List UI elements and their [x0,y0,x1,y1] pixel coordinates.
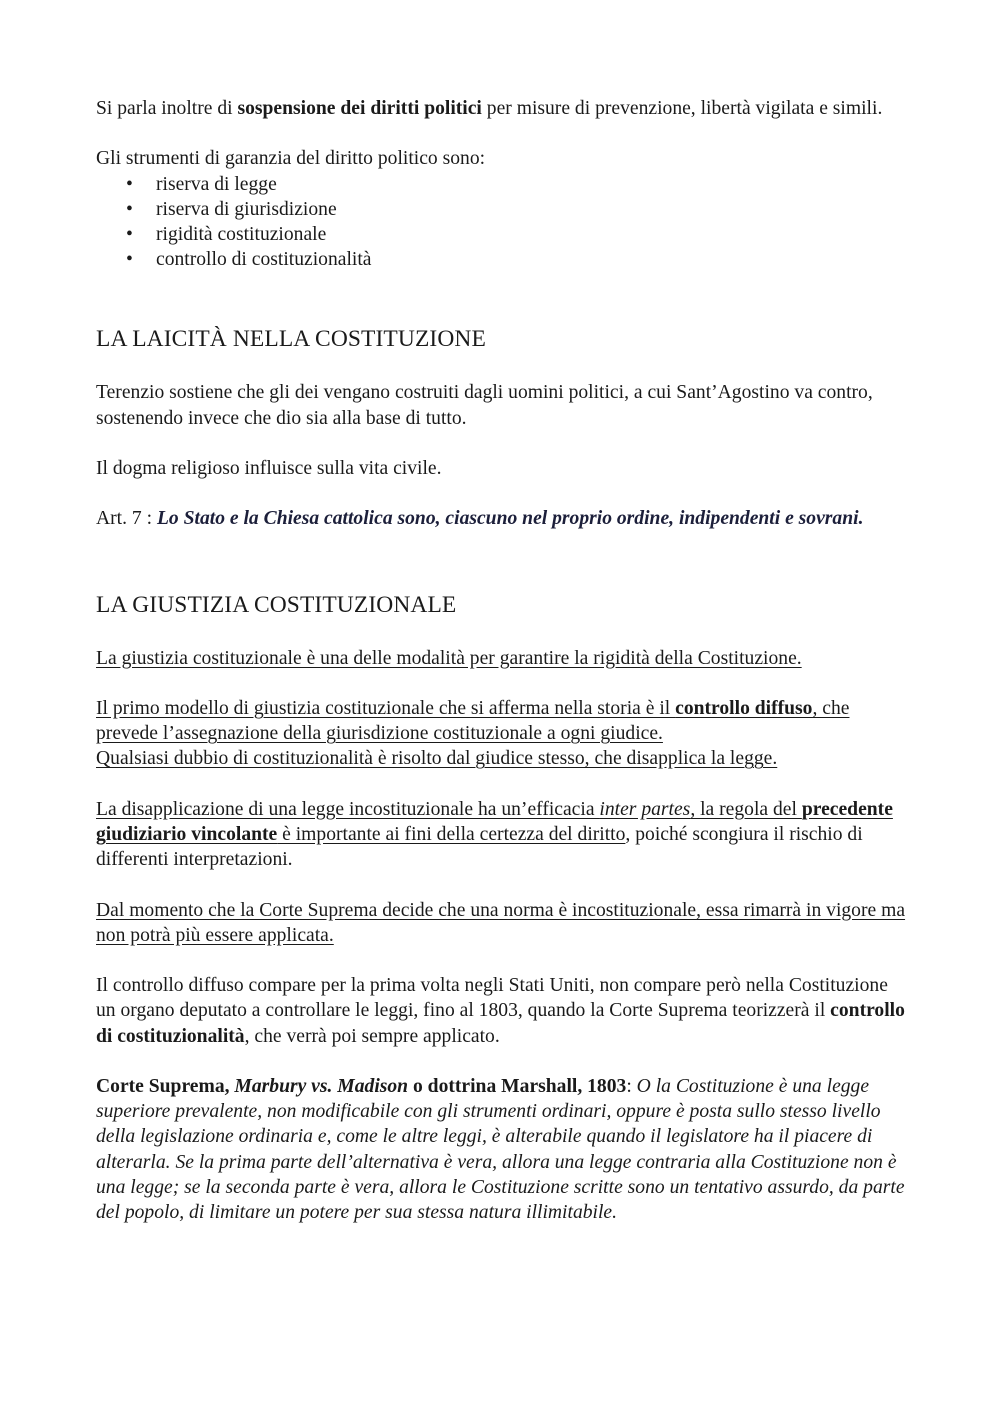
text-run: , che verrà poi sempre applicato. [244,1025,500,1047]
bold-term: o dottrina Marshall, 1803 [408,1075,627,1097]
bullet-icon: • [126,198,133,220]
document-body [96,96,911,1225]
bullet-list-strumenti [96,172,911,273]
list-item [96,172,911,197]
text-run: Qualsiasi dubbio di costituzionalità è risolto dal giudice stesso, che disapplica la legge. [96,748,778,770]
list-item-text: riserva di giurisdizione [156,198,337,220]
bold-term: sospensione dei diritti politici [237,98,482,119]
bold-term: precedente giudiziario vincolante [96,798,893,845]
list-item [96,197,911,222]
list-item-text: rigidità costituzionale [156,224,327,245]
list-item-text: controllo di costituzionalità [156,249,372,271]
text-run: è importante ai fini della certezza del diritto [277,823,626,845]
paragraph-dogma: Il dogma religioso influisce sulla vita civile. [96,458,442,479]
article-label: Art. 7 : [96,508,157,530]
paragraph-marbury [96,1074,911,1225]
bullet-icon: • [126,249,133,271]
paragraph-strumenti-intro: Gli strumenti di garanzia del diritto politico sono: [96,148,486,170]
text-run: , poiché scongiura il rischio di differenti interpretazioni. [96,823,863,871]
paragraph-sospensione [96,96,911,121]
paragraph-terenzio: Terenzio sostiene che gli dei vengano costruiti dagli uomini politici, a cui Sant’Agostino va contro, sostenendo invece che dio sia alla base di tutto. [96,382,873,429]
text-run: Il primo modello di giustizia costituzionale che si afferma nella storia è il [96,697,676,719]
section-heading-giustizia: LA GIUSTIZIA COSTITUZIONALE [96,591,457,618]
text-run: Si parla inoltre di [96,98,238,119]
italic-term: inter partes [599,798,691,820]
text-run: La disapplicazione di una legge incostituzionale ha un’efficacia [96,798,600,820]
list-item [96,247,911,272]
text-run: Il controllo diffuso compare per la prima volta negli Stati Uniti, non compare però nella Costituzione un organo deputato a controllare le leggi, fino al 1803, quando la Corte Suprema teorizzerà il [96,975,888,1022]
bold-term: controllo diffuso [675,697,813,719]
paragraph-stati-uniti [96,973,911,1049]
bullet-icon: • [126,224,133,245]
section-heading-laicita: LA LAICITÀ NELLA COSTITUZIONE [96,326,486,353]
list-item [96,222,911,247]
paragraph-art-7 [96,506,911,531]
list-item-text: riserva di legge [156,173,277,195]
text-run: per misure di prevenzione, libertà vigilata e simili. [481,98,883,119]
paragraph-giustizia-intro: La giustizia costituzionale è una delle modalità per garantire la rigidità della Costituzione. [96,647,802,669]
text-run: : [626,1075,637,1097]
bold-term: controllo di costituzionalità [96,1000,905,1047]
bold-term: Corte Suprema, [96,1075,235,1097]
quote-text: O la Costituzione è una legge superiore prevalente, non modificabile con gli strumenti ordinari, oppure è posta sullo stesso livello della legislazione ordinaria e, come le altre leggi, è alterabile quando il legislatore ha il piacere di alterarla. Se la prima parte dell’alternativa è vera, allora una legge contraria alla Costituzione non è una legge; se la seconda parte è vera, allora le Costituzione scritte sono un tentativo assurdo, da parte del popolo, di limitare un potere per sua stessa natura illimitabile. [96,1075,905,1223]
text-run: , che prevede l’assegnazione della giurisdizione costituzionale a ogni giudice. [96,697,850,745]
text-run: , la regola del [690,798,802,820]
paragraph-primo-modello [96,696,911,772]
case-name: Marbury vs. Madison [234,1075,409,1097]
article-quote: Lo Stato e la Chiesa cattolica sono, ciascuno nel proprio ordine, indipendenti e sovrani. [156,508,864,530]
paragraph-disapplicazione [96,797,911,873]
bullet-icon: • [126,173,133,195]
paragraph-corte-suprema: Dal momento che la Corte Suprema decide che una norma è incostituzionale, essa rimarrà in vigore ma non potrà più essere applicata. [96,899,906,946]
